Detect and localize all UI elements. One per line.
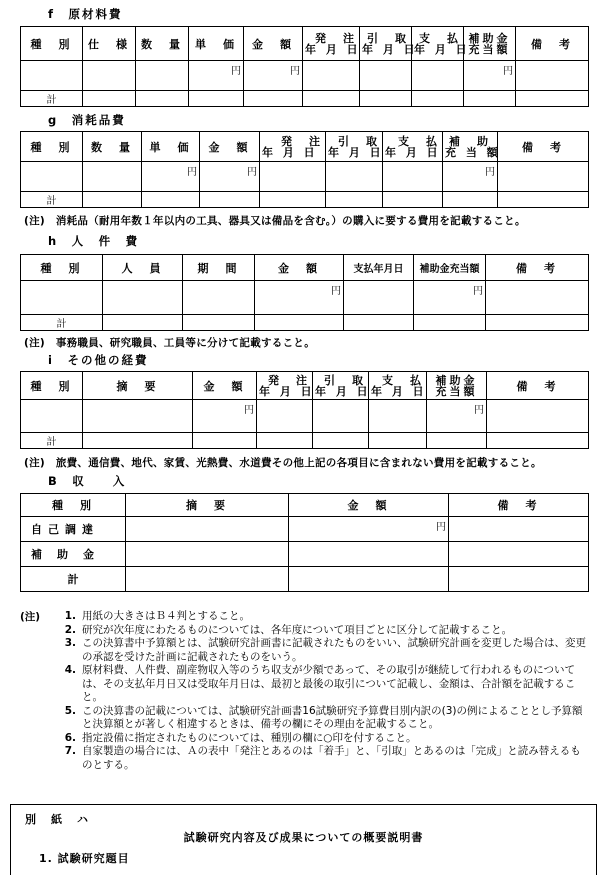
header-remarks: 備 考 <box>487 372 589 400</box>
yen-mark: 円 <box>193 400 257 433</box>
yen-mark: 円 <box>244 61 303 91</box>
footnote-item: 7. 自家製造の場合には、Ａの表中「発注とあるのは「着手」と、「引取」とあるのは「完成」と読み替えるものとする。 <box>64 745 581 771</box>
header-amount: 金 額 <box>289 494 449 517</box>
header-unit-price: 単 価 <box>142 132 200 162</box>
header-order-date: 発 注 年 月 日 <box>257 372 313 400</box>
header-type: 種 別 <box>21 494 126 517</box>
yen-mark: 円 <box>142 162 200 192</box>
header-amount: 金 額 <box>255 255 344 281</box>
yen-mark: 円 <box>189 61 244 91</box>
header-payment-date: 支 払 年 月 日 <box>369 372 427 400</box>
total-label: 計 <box>21 433 83 449</box>
section-h-title: h 人 件 費 <box>48 234 140 248</box>
total-label: 計 <box>21 91 83 107</box>
header-payment-date: 支 払 年 月 日 <box>383 132 443 162</box>
header-qty: 数 量 <box>83 132 142 162</box>
header-remarks: 備 考 <box>498 132 589 162</box>
footnote-item: 4. 原材料費、人件費、副産物収入等のうち収支が少額であって、その取引が継続して行われるものについては、その支払年月日又は受取年月日は、最初と最後の取引について記載し、金額は、合計額を記載すること。 <box>64 664 576 703</box>
table-raw-materials <box>20 26 589 107</box>
header-qty: 数 量 <box>136 27 189 61</box>
footnote-item: 5. この決算書の記載については、試験研究計画書16試験研究予算費目別内訳の(3)の例によることとし予算額と決算額とが著しく相違するときは、備考の欄にその理由を記載すること。 <box>64 704 583 730</box>
total-label: 計 <box>21 315 103 331</box>
note-other-expenses: (注) 旅費、通信費、地代、家賃、光熱費、水道費その他上記の各項目に含まれない費用を記載すること。 <box>24 457 542 469</box>
table-income <box>20 493 589 592</box>
header-order-date: 発 注 年 月 日 <box>303 27 360 61</box>
total-label: 計 <box>21 192 83 208</box>
header-type: 種 別 <box>21 372 83 400</box>
header-type: 種 別 <box>21 255 103 281</box>
footnote-item: 1. 用紙の大きさはＢ４判とすること。 <box>64 610 250 622</box>
header-type: 種 別 <box>21 132 83 162</box>
header-remarks: 備 考 <box>516 27 589 61</box>
header-payment-date: 支 払 年 月 日 <box>412 27 464 61</box>
header-summary: 摘 要 <box>126 494 289 517</box>
header-summary: 摘 要 <box>83 372 193 400</box>
header-amount: 金 額 <box>200 132 260 162</box>
header-subsidy: 補助金充当額 <box>414 255 486 281</box>
yen-mark: 円 <box>427 400 487 433</box>
header-staff: 人 員 <box>103 255 183 281</box>
footnote-item: 2. 研究が次年度にわたるものについては、各年度について項目ごとに区分して記載すること。 <box>64 623 513 636</box>
header-unit-price: 単 価 <box>189 27 244 61</box>
header-receipt-date: 引 取 年 月 日 <box>360 27 412 61</box>
yen-mark: 円 <box>200 162 260 192</box>
table-personnel <box>20 254 589 331</box>
section-B-title: B 収 入 <box>48 474 127 488</box>
appendix-box <box>10 804 597 875</box>
header-amount: 金 額 <box>244 27 303 61</box>
header-subsidy: 補 助 充 当 額 <box>443 132 498 162</box>
row-subsidy: 補 助 金 <box>21 542 126 567</box>
header-subsidy: 補助金 充当額 <box>464 27 516 61</box>
footnote-item: 3. この決算書中予算額とは、試験研究計画書に記載されたものをいい、試験研究計画を変更した場合は、変更の承認を受けた計画に記載されたものをいう。 <box>64 637 586 663</box>
appendix-title: 試験研究内容及び成果についての概要説明書 <box>183 831 424 844</box>
note-consumables: (注) 消耗品（耐用年数１年以内の工具、器具又は備品を含む。）の購入に要する費用を記載すること。 <box>24 215 526 227</box>
header-amount: 金 額 <box>193 372 257 400</box>
header-spec: 仕 様 <box>83 27 136 61</box>
footnotes-mark: (注) <box>20 611 41 623</box>
header-subsidy: 補助金 充当額 <box>427 372 487 400</box>
header-payment-date: 支払年月日 <box>344 255 414 281</box>
section-g-title: g 消耗品費 <box>48 113 126 127</box>
header-period: 期 間 <box>183 255 255 281</box>
table-other-expenses <box>20 371 589 449</box>
section-i-title: i その他の経費 <box>48 353 149 367</box>
yen-mark: 円 <box>443 162 498 192</box>
yen-mark: 円 <box>289 517 449 542</box>
yen-mark: 円 <box>255 281 344 315</box>
header-type: 種 別 <box>21 27 83 61</box>
appendix-item-1: 1. 試験研究題目 <box>39 852 130 865</box>
row-self-funded: 自己調達 <box>21 517 126 542</box>
yen-mark: 円 <box>414 281 486 315</box>
header-receipt-date: 引 取 年 月 日 <box>313 372 369 400</box>
header-order-date: 発 注 年 月 日 <box>260 132 326 162</box>
header-remarks: 備 考 <box>449 494 589 517</box>
section-f-title: f 原材料費 <box>48 7 123 21</box>
appendix-label: 別 紙 ハ <box>25 813 90 826</box>
note-personnel: (注) 事務職員、研究職員、工員等に分けて記載すること。 <box>24 337 316 349</box>
header-receipt-date: 引 取 年 月 日 <box>326 132 383 162</box>
header-remarks: 備 考 <box>486 255 589 281</box>
table-consumables <box>20 131 589 208</box>
footnotes-list <box>20 610 590 772</box>
yen-mark: 円 <box>464 61 516 91</box>
footnote-item: 6. 指定設備に指定されたものについては、種別の欄に○印を付すること。 <box>64 731 417 744</box>
row-total: 計 <box>21 567 126 592</box>
